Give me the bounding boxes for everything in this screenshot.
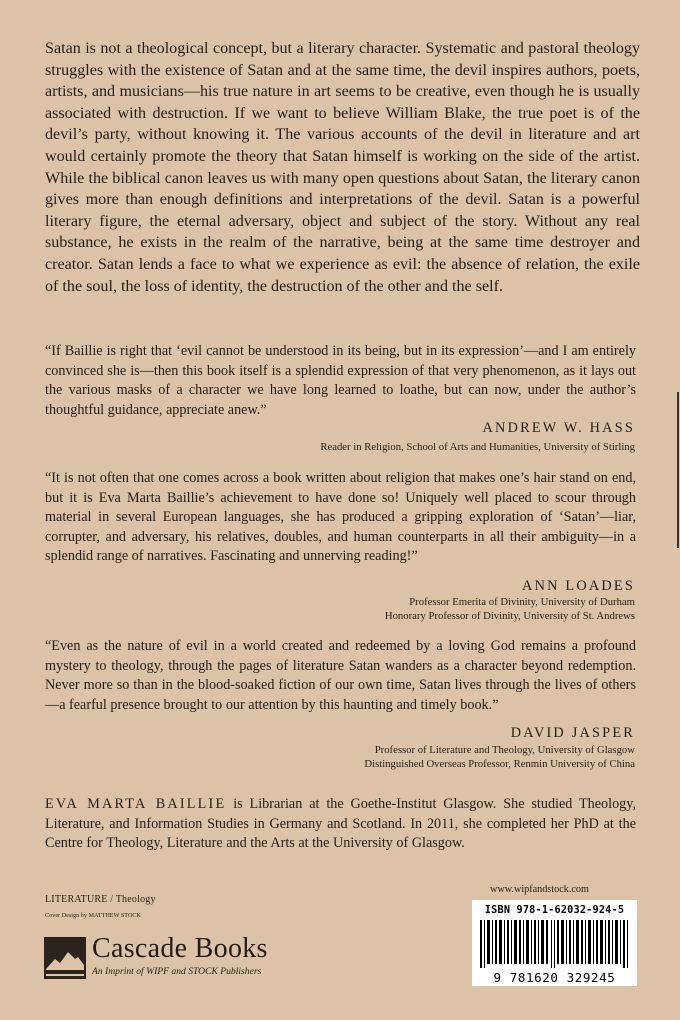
back-cover-blurb: Satan is not a theological concept, but a literary character. Systematic and pastoral theology struggles with the existence of Satan and at the same time, the devil inspires authors, poets, artists, and musicians—his true nature in art seems to be creative, even though he is usually associated with destruction. If we want to believe William Blake, the true poet is of the devil’s party, without knowing it. The various accounts of the devil in literature and art would certainly promote the theory that Satan himself is working on the side of the artist. While the biblical canon leaves us with many open questions about Satan, the literary canon gives more than enough definitions and interpretations of the devil. Satan is a powerful literary figure, the eternal adversary, object and subject of the story. Without any real substance, he exists in the realm of the narrative, being at the same time destroyer and creator. Satan lends a face to what we experience as evil: the absence of relation, the exile of the soul, the loss of identity, the destruction of the other and the self. [45, 40, 640, 295]
category-label: LITERATURE / Theology [45, 894, 156, 905]
barcode-icon [480, 920, 629, 968]
edge-line [677, 392, 679, 548]
endorser-affiliation-jasper-2: Distinguished Overseas Professor, Renmin University of China [364, 758, 635, 770]
publisher-tagline: An Imprint of WIPF and STOCK Publishers [92, 966, 262, 977]
isbn-label: ISBN 978-1-62032-924-5 [484, 905, 625, 916]
publisher-name: Cascade Books [92, 933, 268, 964]
author-bio-text: is Librarian at the Goethe-Institut Glasgow. She studied Theology, Literature, and Information Studies in Germany and Scotland. In 2011, she completed her PhD at the Centre for Theology, Literature and the Arts at the University of Glasgow. [45, 796, 636, 852]
author-name: EVA MARTA BAILLIE [45, 796, 227, 812]
cover-design-credit: Cover Design by MATTHEW STOCK [45, 912, 142, 919]
isbn-barcode [472, 900, 637, 986]
endorser-affiliation-jasper-1: Professor of Literature and Theology, University of Glasgow [374, 744, 635, 756]
endorser-name-jasper: DAVID JASPER [510, 725, 635, 741]
endorsement-quote-hass: “If Baillie is right that ‘evil cannot be understood in its being, but in its expression’—and I am entirely convinced she is—then this book itself is a splendid expression of that very phenomenon, as it lays out the various masks of a character we have long learned to loathe, but can now, under the author’s thoughtful guidance, appreciate anew.” [45, 343, 636, 418]
publisher-website: www.wipfandstock.com [490, 884, 589, 895]
endorser-affiliation-hass: Reader in Religion, School of Arts and Humanities, University of Stirling [320, 441, 635, 453]
barcode-digits: 9 781620 329245 [493, 970, 616, 985]
endorsement-quote-jasper: “Even as the nature of evil in a world created and redeemed by a loving God remains a profound mystery to theology, through the pages of literature Satan wanders as a character beyond redemption. Never more so than in the blood-soaked fiction of our own time, Satan lives through the lives of others—a fearful presence brought to our attention by this haunting and timely book.” [45, 638, 636, 713]
publisher-logo [44, 933, 294, 983]
endorser-affiliation-loades-2: Honorary Professor of Divinity, University of St. Andrews [384, 610, 635, 622]
endorser-name-hass: ANDREW W. HASS [482, 420, 635, 436]
author-bio [45, 795, 636, 854]
endorser-name-loades: ANN LOADES [522, 578, 635, 594]
endorser-affiliation-loades-1: Professor Emerita of Divinity, University of Durham [409, 596, 635, 608]
endorsement-quote-loades: “It is not often that one comes across a book written about religion that makes one’s hair stand on end, but it is Eva Marta Baillie’s achievement to have done so! Uniquely well placed to scour through material in several European languages, she has produced a gripping exploration of ‘Satan’—liar, corrupter, and adversary, his relatives, doubles, and human counterparts in all their ambiguity—in a splendid range of narratives. Fascinating and unnerving reading!” [45, 470, 636, 565]
mountain-logo-icon [44, 937, 86, 979]
